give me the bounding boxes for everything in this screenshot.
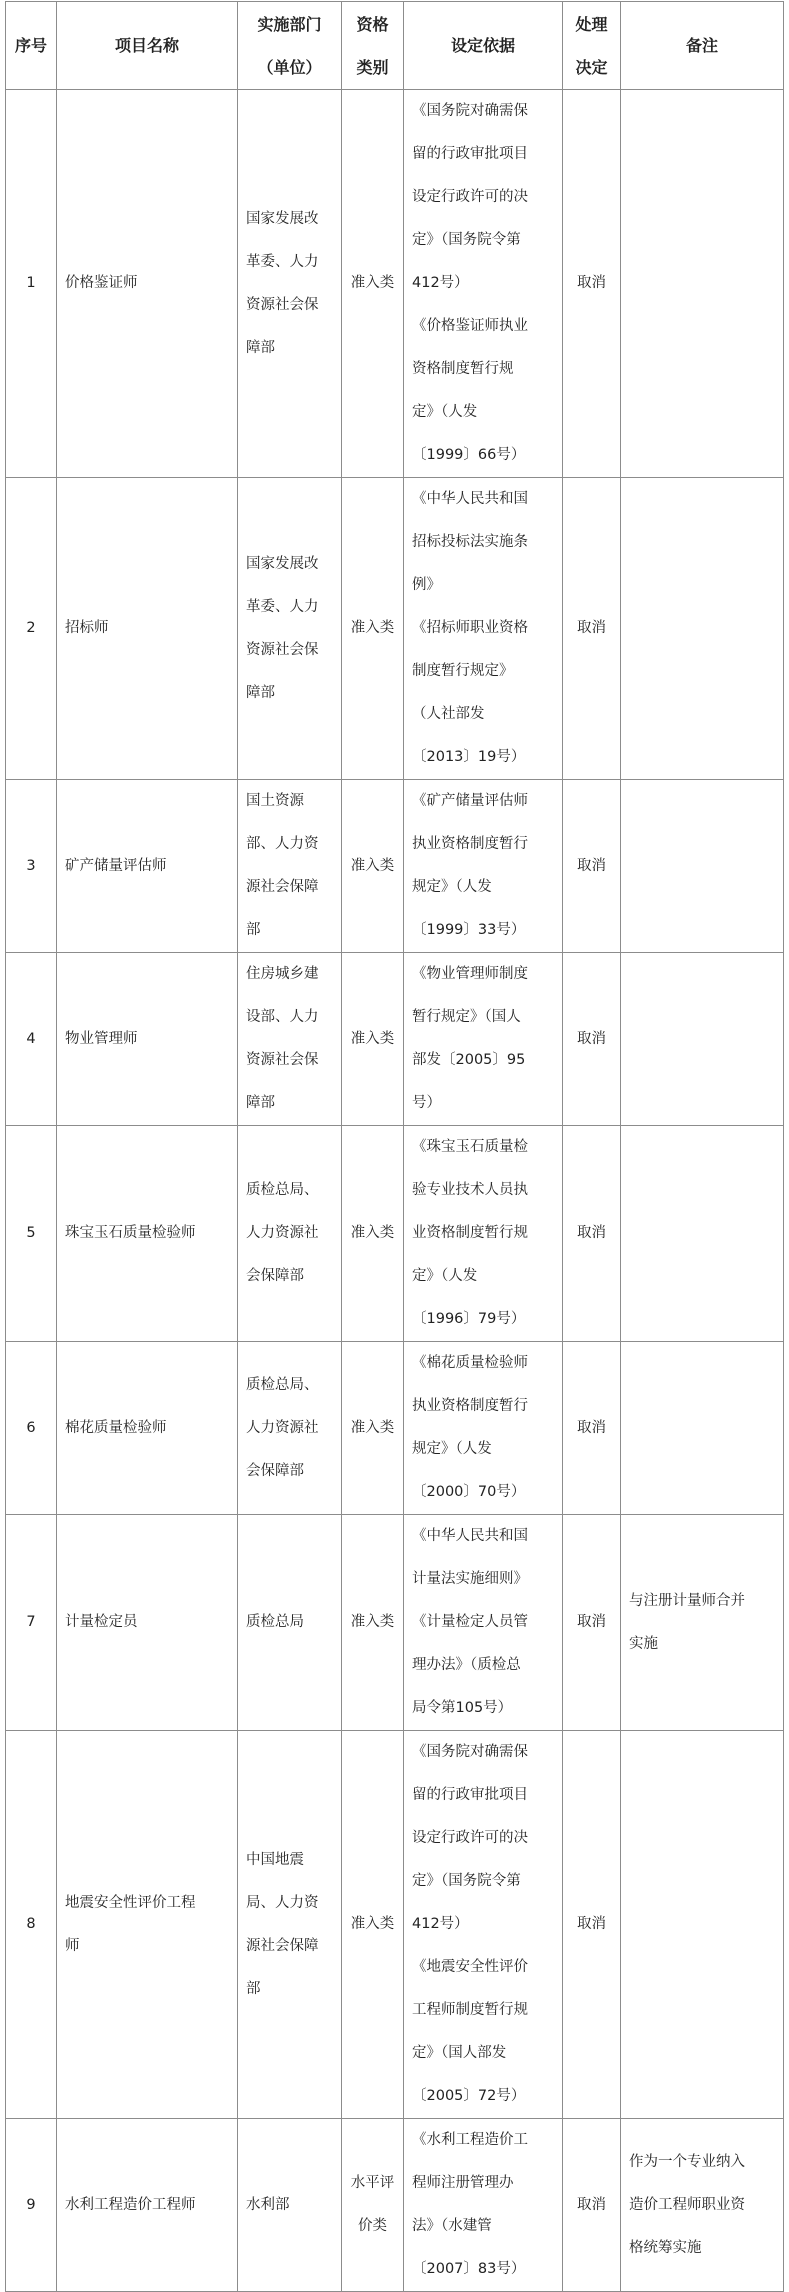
category-cell-line: 水平评	[350, 2175, 395, 2191]
seq-cell: 8	[6, 1731, 57, 2119]
category-cell	[342, 2119, 404, 2292]
basis-cell-line: 〔2005〕72号）	[412, 2088, 526, 2104]
dept-cell	[238, 1342, 342, 1515]
header-row	[6, 2, 784, 90]
basis-cell	[404, 1515, 563, 1731]
name-cell-line: 珠宝玉石质量检验师	[65, 1225, 196, 1241]
basis-cell-line: 规定》（人发	[412, 879, 492, 895]
basis-cell	[404, 953, 563, 1126]
decision-cell: 取消	[563, 953, 621, 1126]
basis-cell-line: 《国务院对确需保	[412, 1744, 528, 1760]
category-cell-line: 准入类	[350, 857, 395, 874]
note-cell	[621, 478, 784, 780]
basis-cell-line: 〔2013〕19号）	[412, 749, 526, 765]
dept-cell	[238, 1515, 342, 1731]
header-basis: 设定依据	[404, 2, 563, 90]
header-dept-line: （单位）	[257, 57, 322, 77]
dept-cell-line: 会保障部	[246, 1462, 304, 1479]
dept-cell-line: 国土资源	[246, 793, 304, 809]
header-note: 备注	[621, 2, 784, 90]
name-cell-line: 棉花质量检验师	[65, 1419, 167, 1436]
name-cell-line: 招标师	[65, 620, 109, 636]
decision-cell: 取消	[563, 90, 621, 478]
dept-cell-line: 会保障部	[246, 1268, 304, 1284]
header-dept-line: 实施部门	[257, 14, 322, 34]
basis-cell-line: 〔1999〕33号）	[412, 922, 526, 938]
name-cell	[57, 2119, 238, 2292]
basis-cell-line: 程师注册管理办	[412, 2175, 514, 2191]
basis-cell	[404, 2119, 563, 2292]
name-cell	[57, 780, 238, 953]
basis-cell-line: 理办法》（质检总	[412, 1657, 521, 1673]
dept-cell-line: 水利部	[246, 2196, 290, 2213]
note-cell	[621, 90, 784, 478]
basis-cell-line: 法》（水建管	[412, 2218, 492, 2234]
header-decision-line: 决定	[575, 57, 608, 77]
basis-cell-line: 412号）	[412, 275, 469, 291]
category-cell	[342, 1342, 404, 1515]
dept-cell-line: 资源社会保	[246, 1052, 319, 1068]
dept-cell-line: 障部	[246, 339, 275, 356]
dept-cell-line: 源社会保障	[246, 1937, 319, 1954]
note-cell	[621, 1731, 784, 2119]
dept-cell-line: 部	[246, 1980, 261, 1997]
seq-cell: 1	[6, 90, 57, 478]
seq-cell: 4	[6, 953, 57, 1126]
header-seq: 序号	[6, 2, 57, 90]
dept-cell	[238, 953, 342, 1126]
basis-cell-line: （人社部发	[412, 706, 485, 722]
basis-cell-line: 验专业技术人员执	[412, 1182, 528, 1198]
basis-cell-line: 号）	[412, 1095, 441, 1111]
table-row	[6, 953, 784, 1126]
basis-cell-line: 计量法实施细则》	[412, 1571, 528, 1587]
basis-cell	[404, 1342, 563, 1515]
basis-cell-line: 《中华人民共和国	[412, 491, 528, 507]
qualification-table	[5, 1, 784, 2292]
table-row	[6, 478, 784, 780]
basis-cell-line: 招标投标法实施条	[412, 534, 528, 550]
dept-cell-line: 源社会保障	[246, 879, 319, 895]
basis-cell-line: 《中华人民共和国	[412, 1528, 528, 1544]
category-cell	[342, 953, 404, 1126]
decision-cell: 取消	[563, 2119, 621, 2292]
basis-cell-line: 制度暂行规定》	[412, 663, 514, 679]
basis-cell-line: 资格制度暂行规	[412, 361, 514, 377]
basis-cell-line: 〔1999〕66号）	[412, 447, 526, 463]
basis-cell	[404, 780, 563, 953]
table-row	[6, 1126, 784, 1342]
category-cell-line: 准入类	[350, 1614, 395, 1630]
dept-cell-line: 国家发展改	[246, 555, 319, 572]
decision-cell: 取消	[563, 478, 621, 780]
basis-cell-line: 规定》（人发	[412, 1441, 492, 1457]
seq-cell: 5	[6, 1126, 57, 1342]
header-category-line: 类别	[356, 57, 389, 77]
table-row	[6, 780, 784, 953]
category-cell	[342, 780, 404, 953]
category-cell	[342, 1731, 404, 2119]
dept-cell-line: 部、人力资	[246, 836, 319, 852]
table-row	[6, 90, 784, 478]
category-cell	[342, 90, 404, 478]
seq-cell: 6	[6, 1342, 57, 1515]
basis-cell-line: 〔1996〕79号）	[412, 1311, 526, 1327]
note-cell	[621, 1515, 784, 1731]
basis-cell-line: 定》（国人部发	[412, 2045, 507, 2061]
basis-cell-line: 《国务院对确需保	[412, 103, 528, 119]
name-cell-line: 地震安全性评价工程	[65, 1894, 196, 1911]
dept-cell-line: 质检总局	[246, 1614, 304, 1630]
basis-cell-line: 《水利工程造价工	[412, 2132, 528, 2148]
basis-cell	[404, 1126, 563, 1342]
seq-cell: 2	[6, 478, 57, 780]
dept-cell	[238, 478, 342, 780]
category-cell-line: 准入类	[350, 620, 395, 636]
header-dept	[238, 2, 342, 90]
basis-cell-line: 《计量检定人员管	[412, 1614, 528, 1630]
dept-cell-line: 人力资源社	[246, 1419, 319, 1436]
basis-cell-line: 〔2000〕70号）	[412, 1484, 526, 1500]
basis-cell-line: 〔2007〕83号）	[412, 2261, 526, 2277]
category-cell-line: 价类	[358, 2218, 387, 2234]
dept-cell-line: 设部、人力	[246, 1009, 319, 1025]
name-cell-line: 师	[65, 1937, 80, 1954]
basis-cell-line: 执业资格制度暂行	[412, 836, 528, 852]
name-cell	[57, 1515, 238, 1731]
category-cell-line: 准入类	[350, 275, 395, 291]
note-cell	[621, 953, 784, 1126]
basis-cell-line: 《招标师职业资格	[412, 620, 528, 636]
basis-cell-line: 执业资格制度暂行	[412, 1398, 528, 1414]
decision-cell: 取消	[563, 1731, 621, 2119]
header-name: 项目名称	[57, 2, 238, 90]
dept-cell-line: 局、人力资	[246, 1894, 319, 1911]
dept-cell-line: 资源社会保	[246, 296, 319, 313]
dept-cell-line: 革委、人力	[246, 598, 319, 615]
note-cell-line: 实施	[629, 1635, 658, 1652]
basis-cell-line: 定》（国务院令第	[412, 232, 521, 248]
dept-cell-line: 中国地震	[246, 1851, 304, 1868]
category-cell-line: 准入类	[350, 1225, 395, 1241]
name-cell-line: 矿产储量评估师	[65, 857, 167, 874]
dept-cell-line: 障部	[246, 1095, 275, 1111]
dept-cell	[238, 1126, 342, 1342]
header-decision	[563, 2, 621, 90]
name-cell-line: 水利工程造价工程师	[65, 2196, 196, 2213]
dept-cell-line: 障部	[246, 684, 275, 701]
header-category-line: 资格	[356, 14, 389, 34]
basis-cell	[404, 478, 563, 780]
note-cell	[621, 1342, 784, 1515]
dept-cell-line: 革委、人力	[246, 253, 319, 270]
basis-cell-line: 《棉花质量检验师	[412, 1355, 528, 1371]
table-row	[6, 1515, 784, 1731]
dept-cell-line: 住房城乡建	[246, 966, 319, 982]
basis-cell-line: 部发〔2005〕95	[412, 1052, 526, 1068]
table-row	[6, 1731, 784, 2119]
category-cell	[342, 478, 404, 780]
category-cell-line: 准入类	[350, 1030, 395, 1047]
dept-cell	[238, 1731, 342, 2119]
decision-cell: 取消	[563, 1515, 621, 1731]
name-cell	[57, 1731, 238, 2119]
basis-cell-line: 设定行政许可的决	[412, 189, 528, 205]
basis-cell-line: 暂行规定》（国人	[412, 1009, 521, 1025]
basis-cell-line: 《地震安全性评价	[412, 1959, 528, 1975]
dept-cell	[238, 90, 342, 478]
basis-cell-line: 定》（人发	[412, 404, 478, 420]
basis-cell-line: 《物业管理师制度	[412, 966, 528, 982]
table-row	[6, 2119, 784, 2292]
basis-cell-line: 《矿产储量评估师	[412, 793, 528, 809]
basis-cell-line: 412号）	[412, 1916, 469, 1932]
dept-cell-line: 质检总局、	[246, 1182, 319, 1198]
name-cell-line: 价格鉴证师	[65, 275, 138, 291]
basis-cell-line: 业资格制度暂行规	[412, 1225, 528, 1241]
category-cell	[342, 1515, 404, 1731]
seq-cell: 7	[6, 1515, 57, 1731]
dept-cell	[238, 780, 342, 953]
name-cell	[57, 953, 238, 1126]
basis-cell-line: 留的行政审批项目	[412, 1787, 528, 1803]
note-cell-line: 与注册计量师合并	[629, 1592, 745, 1609]
category-cell	[342, 1126, 404, 1342]
basis-cell-line: 设定行政许可的决	[412, 1830, 528, 1846]
basis-cell-line: 定》（人发	[412, 1268, 478, 1284]
dept-cell-line: 国家发展改	[246, 210, 319, 227]
name-cell-line: 计量检定员	[65, 1614, 138, 1630]
header-decision-line: 处理	[575, 14, 608, 34]
table-row	[6, 1342, 784, 1515]
note-cell	[621, 1126, 784, 1342]
basis-cell-line: 《价格鉴证师执业	[412, 318, 528, 334]
decision-cell: 取消	[563, 1342, 621, 1515]
category-cell-line: 准入类	[350, 1916, 395, 1932]
dept-cell	[238, 2119, 342, 2292]
name-cell	[57, 1342, 238, 1515]
seq-cell: 3	[6, 780, 57, 953]
basis-cell-line: 工程师制度暂行规	[412, 2002, 528, 2018]
basis-cell-line: 《珠宝玉石质量检	[412, 1139, 528, 1155]
basis-cell	[404, 90, 563, 478]
note-cell-line: 造价工程师职业资	[629, 2196, 745, 2213]
name-cell-line: 物业管理师	[65, 1030, 138, 1047]
basis-cell-line: 例》	[412, 577, 441, 593]
note-cell	[621, 780, 784, 953]
seq-cell: 9	[6, 2119, 57, 2292]
note-cell-line: 格统筹实施	[629, 2239, 702, 2256]
header-category	[342, 2, 404, 90]
category-cell-line: 准入类	[350, 1419, 395, 1436]
name-cell	[57, 478, 238, 780]
basis-cell-line: 定》（国务院令第	[412, 1873, 521, 1889]
dept-cell-line: 部	[246, 922, 261, 938]
basis-cell	[404, 1731, 563, 2119]
dept-cell-line: 资源社会保	[246, 641, 319, 658]
name-cell	[57, 1126, 238, 1342]
basis-cell-line: 局令第105号）	[412, 1700, 513, 1716]
note-cell-line: 作为一个专业纳入	[629, 2153, 745, 2170]
dept-cell-line: 人力资源社	[246, 1225, 319, 1241]
decision-cell: 取消	[563, 780, 621, 953]
note-cell	[621, 2119, 784, 2292]
table-body	[6, 90, 784, 2292]
dept-cell-line: 质检总局、	[246, 1376, 319, 1393]
name-cell	[57, 90, 238, 478]
basis-cell-line: 留的行政审批项目	[412, 146, 528, 162]
decision-cell: 取消	[563, 1126, 621, 1342]
